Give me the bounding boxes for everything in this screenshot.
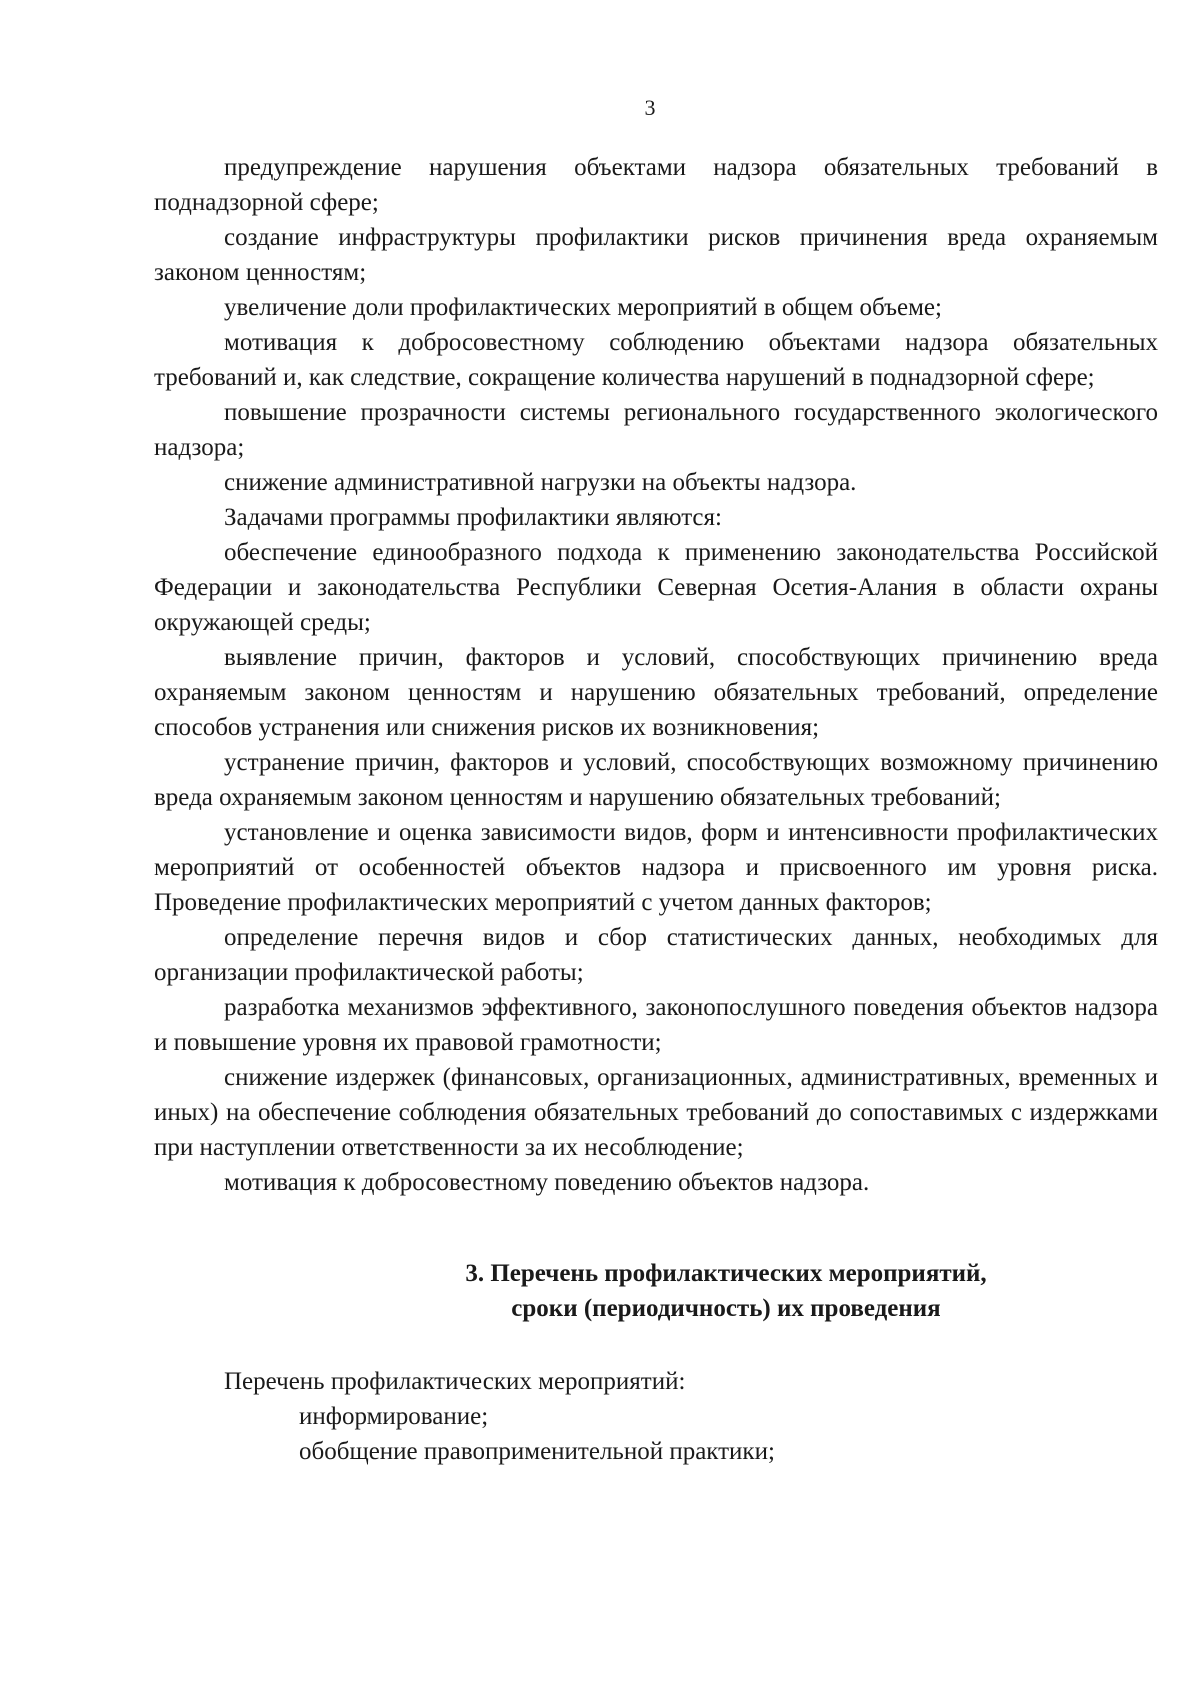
list-item: информирование; [299, 1403, 489, 1430]
list-item: обобщение правоприменительной практики; [299, 1438, 775, 1465]
paragraph: снижение издержек (финансовых, организационных, административных, временных и иных) на обеспечение соблюдения обязательных требований до сопоставимых с издержками при наступлении ответственности за их несоблюдение; [154, 1064, 1158, 1161]
paragraph: определение перечня видов и сбор статистических данных, необходимых для организации профилактической работы; [154, 924, 1158, 986]
paragraph: мотивация к добросовестному поведению объектов надзора. [224, 1169, 870, 1196]
paragraph: обеспечение единообразного подхода к применению законодательства Российской Федерации и законодательства Республики Северная Осетия-Алания в области охраны окружающей среды; [154, 539, 1158, 636]
paragraph: предупреждение нарушения объектами надзора обязательных требований в поднадзорной сфере; [154, 154, 1158, 216]
section-heading-line: сроки (периодичность) их проведения [511, 1295, 941, 1322]
section-heading [154, 1256, 1158, 1326]
paragraph: снижение административной нагрузки на объекты надзора. [224, 469, 857, 496]
paragraph: мотивация к добросовестному соблюдению объектами надзора обязательных требований и, как следствие, сокращение количества нарушений в поднадзорной сфере; [154, 329, 1158, 391]
paragraph: создание инфраструктуры профилактики рисков причинения вреда охраняемым законом ценностям; [154, 224, 1158, 286]
paragraph: разработка механизмов эффективного, законопослушного поведения объектов надзора и повышение уровня их правовой грамотности; [154, 994, 1158, 1056]
page-number: 3 [644, 95, 656, 120]
paragraph: Задачами программы профилактики являются: [224, 504, 722, 531]
section-heading-line: 3. Перечень профилактических мероприятий, [465, 1260, 987, 1287]
paragraph: выявление причин, факторов и условий, способствующих причинению вреда охраняемым законом ценностям и нарушению обязательных требований, определение способов устранения или снижения рисков их возникновения; [154, 644, 1158, 741]
paragraph: повышение прозрачности системы регионального государственного экологического надзора; [154, 399, 1158, 461]
document-body [154, 150, 1158, 1469]
paragraph: устранение причин, факторов и условий, способствующих возможному причинению вреда охраняемым законом ценностям и нарушению обязательных требований; [154, 749, 1158, 811]
paragraph: увеличение доли профилактических мероприятий в общем объеме; [224, 294, 942, 321]
measures-list [154, 1399, 1158, 1469]
paragraph: установление и оценка зависимости видов, форм и интенсивности профилактических мероприятий от особенностей объектов надзора и присвоенного им уровня риска. Проведение профилактических мероприятий с учетом данных факторов; [154, 819, 1158, 916]
list-intro: Перечень профилактических мероприятий: [224, 1368, 686, 1395]
